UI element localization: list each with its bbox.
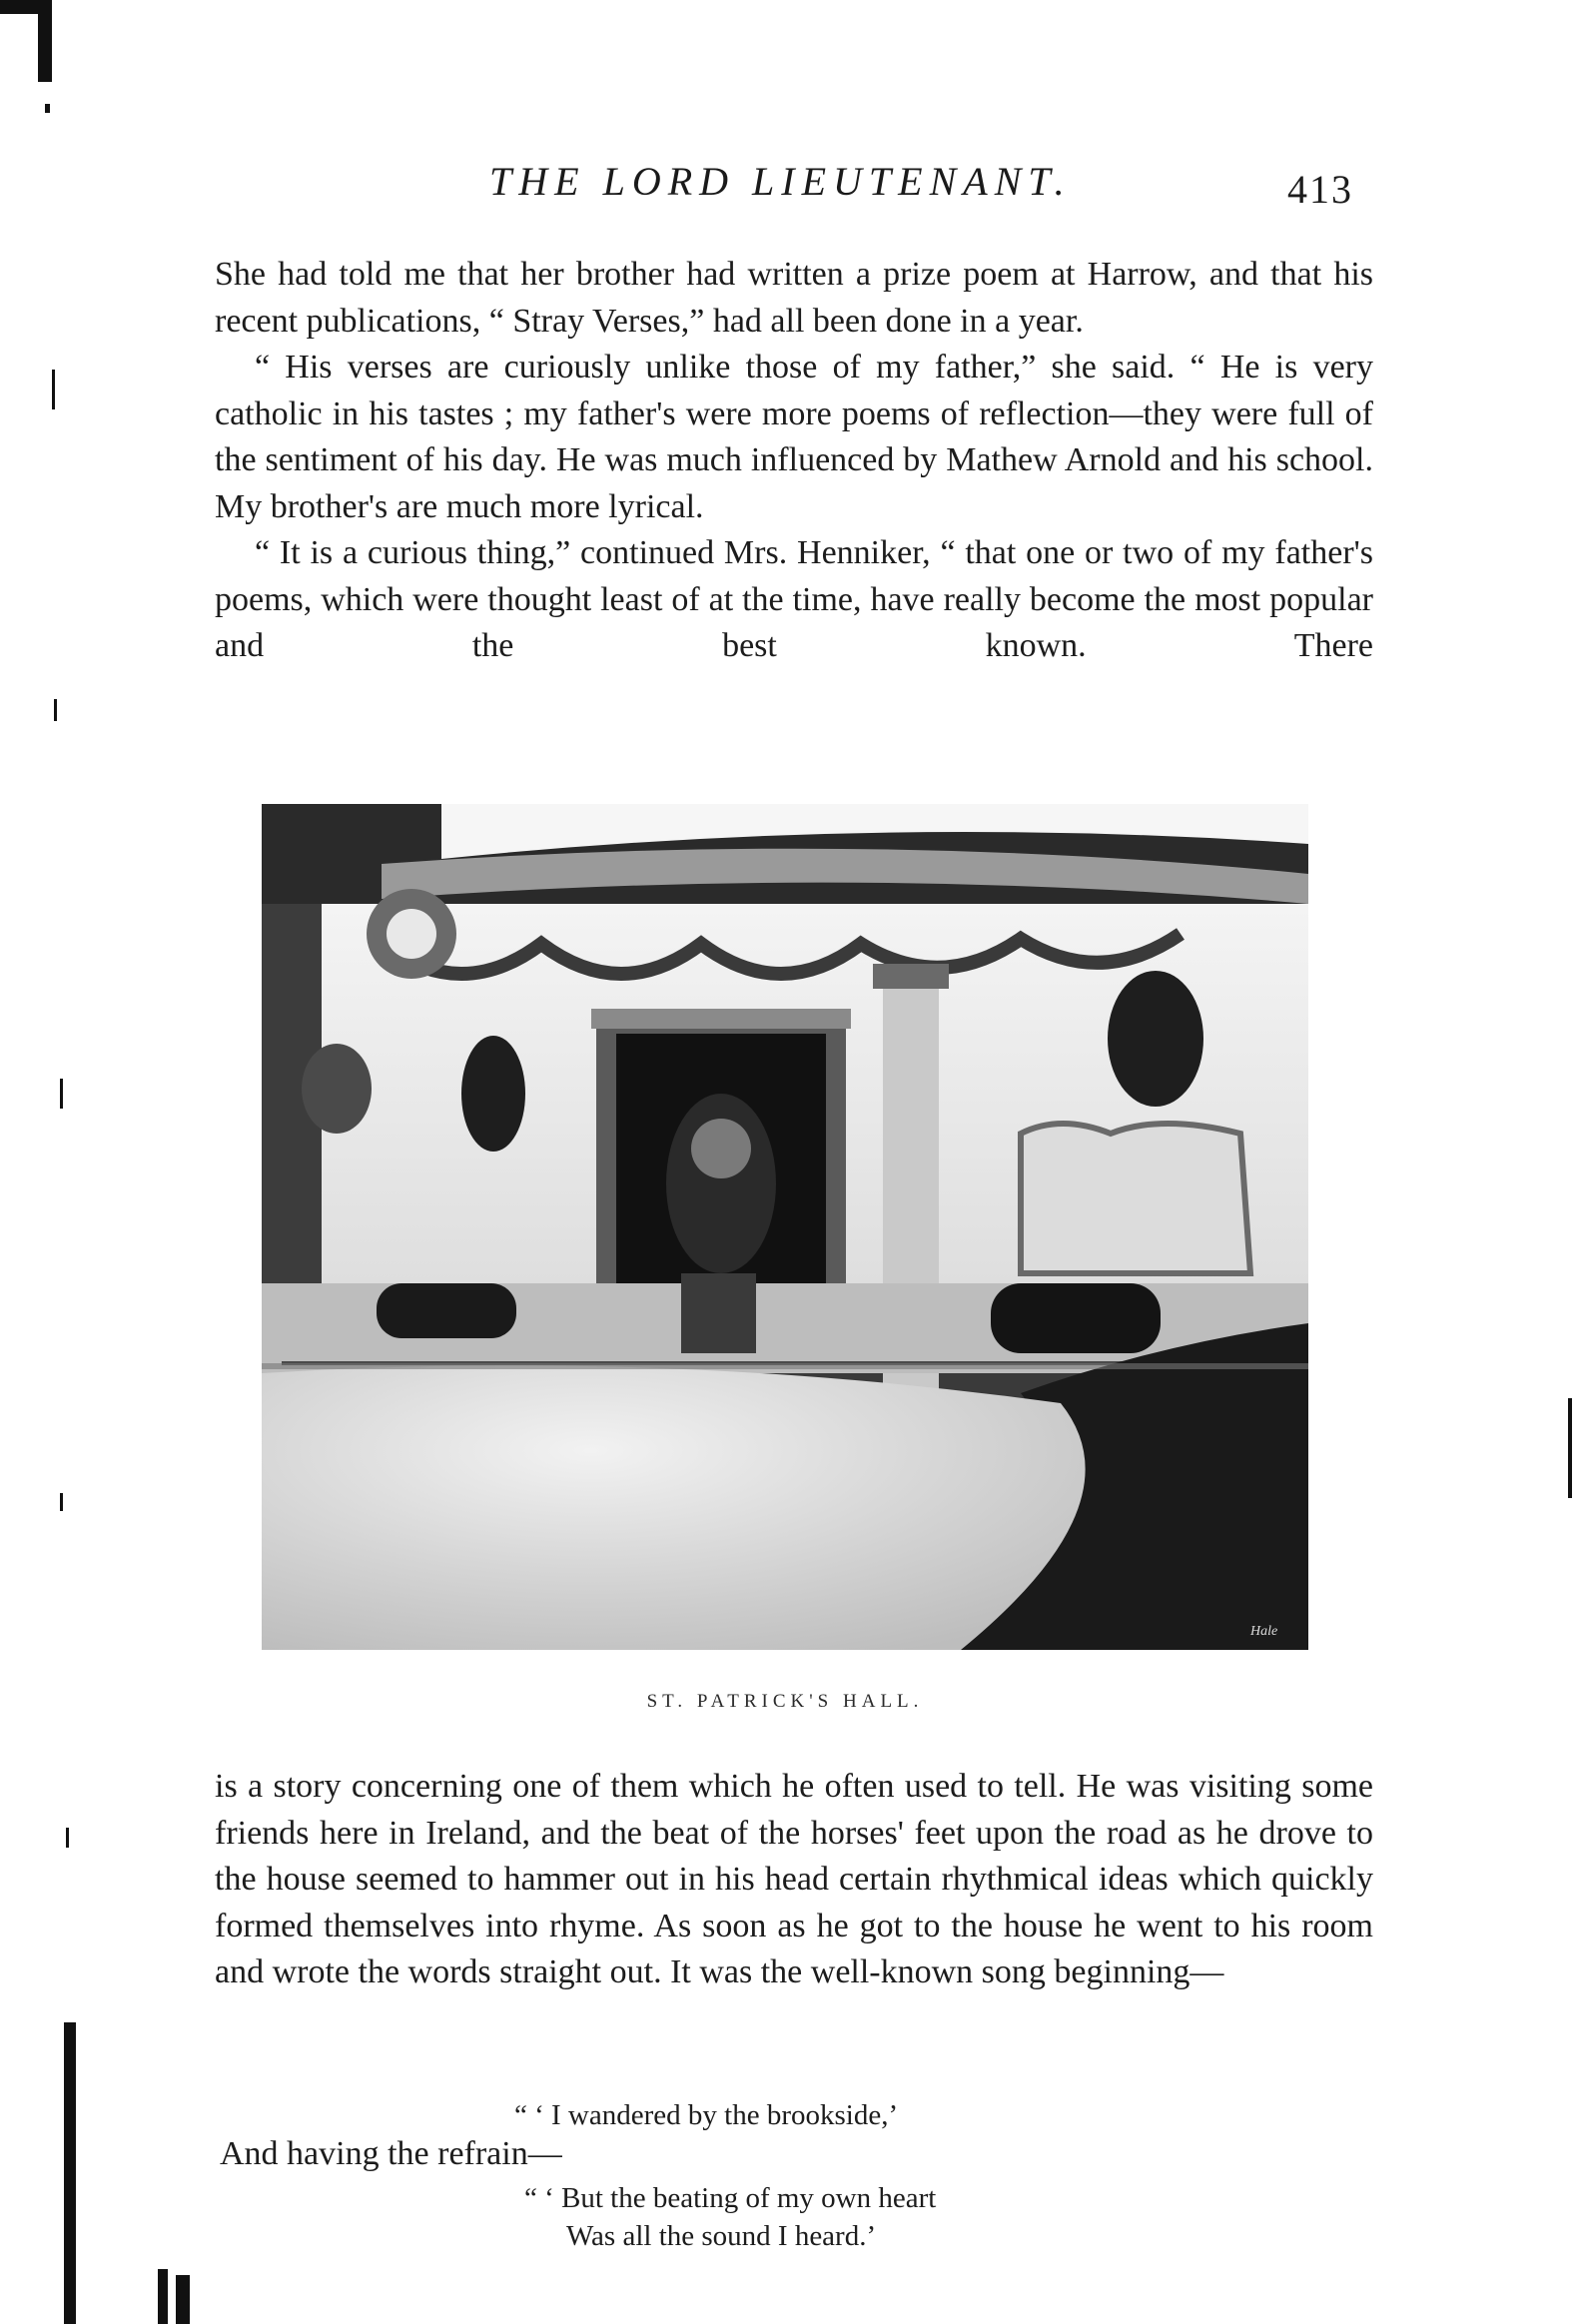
verse-line: Was all the sound I heard.’: [566, 2220, 877, 2252]
verse-line: “ ‘ But the beating of my own heart: [524, 2182, 937, 2214]
artist-signature: Hale: [1250, 1624, 1278, 1639]
paragraph: She had told me that her brother had written a prize poem at Harrow, and that his recent publications, “ Stray Verses,” had all been done in a year.: [215, 256, 1373, 340]
running-header: [215, 158, 1373, 218]
scan-mark: [66, 1828, 69, 1848]
verse-line: “ ‘ I wandered by the brookside,’: [514, 2099, 899, 2131]
illustration-st-patricks-hall: [262, 804, 1308, 1650]
refrain-intro: [220, 2131, 1378, 2178]
scan-mark: [158, 2269, 168, 2324]
page-number: 413: [1287, 167, 1353, 212]
paragraph: is a story concerning one of them which he often used to tell. He was visiting some friends here in Ireland, and the beat of the horses' feet upon the road as he drove to the house seemed to hammer out in his head certain rhythmical ideas which quickly formed themselves into rhyme. As soon as he got to the house he went to his room and wrote the words straight out. It was the well-known song beginning—: [215, 1768, 1373, 1990]
text-block-top: [215, 252, 1373, 670]
scan-mark: [60, 1079, 63, 1109]
scan-mark: [176, 2275, 190, 2324]
scan-mark: [38, 0, 52, 82]
figure-caption: ST. PATRICK'S HALL.: [646, 1691, 924, 1712]
scan-mark: [1568, 1398, 1572, 1498]
scan-mark: [52, 370, 55, 409]
scan-mark: [45, 104, 50, 113]
scan-mark: [60, 1493, 63, 1511]
paragraph: “ It is a curious thing,” continued Mrs. Henniker, “ that one or two of my father's poems, which were thought least of at the time, have really become the most popular and the best known. There: [215, 534, 1373, 664]
text-block-bottom: [215, 1764, 1373, 1996]
scan-mark: [64, 2022, 76, 2324]
scan-mark: [54, 699, 57, 721]
refrain-intro-text: And having the refrain—: [220, 2135, 562, 2172]
running-title: THE LORD LIEUTENANT.: [489, 159, 1072, 204]
hall-engraving: [262, 804, 1308, 1650]
paragraph: “ His verses are curiously unlike those of my father,” she said. “ He is very catholic in his tastes ; my father's were more poems of reflection—they were full of the sentiment of his day. He was much influenced by Mathew Arnold and his school. My brother's are much more lyrical.: [215, 349, 1373, 525]
